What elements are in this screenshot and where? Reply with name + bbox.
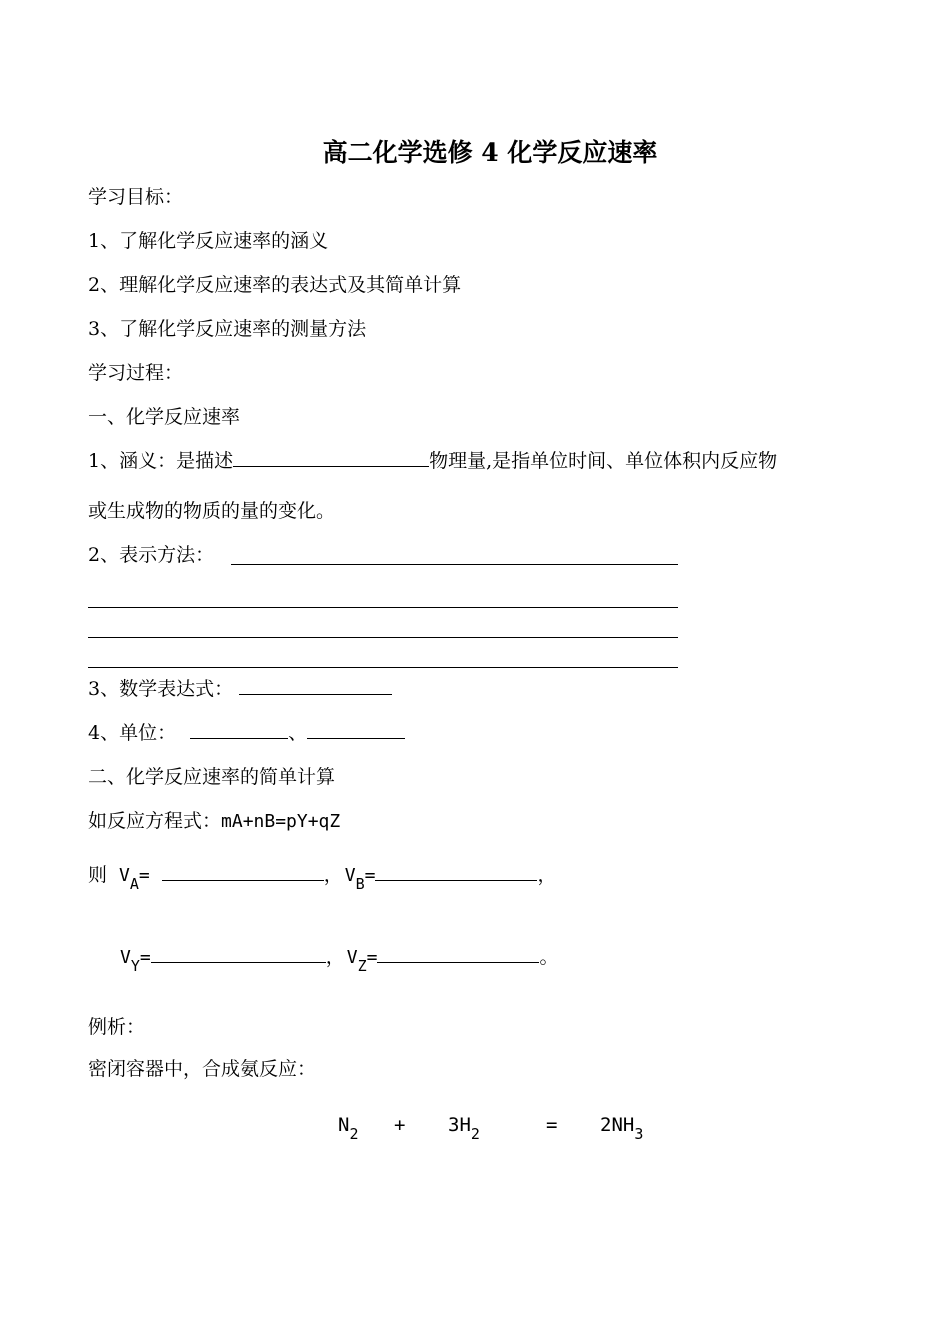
comma-2: ， <box>537 864 557 886</box>
chem-nh3-subscript: 3 <box>634 1125 644 1143</box>
process-heading: 学习过程： <box>88 362 184 384</box>
va-symbol: V <box>119 865 130 886</box>
comma-3: ， <box>325 946 345 968</box>
vy-symbol: V <box>120 947 131 968</box>
definition-continuation: 或生成物的物质的量的变化。 <box>88 500 336 522</box>
vb-equals: = <box>364 865 376 886</box>
representation-blank-4 <box>88 667 678 668</box>
vz-blank <box>377 944 539 963</box>
expression-blank <box>239 676 392 695</box>
chem-plus: + <box>394 1114 406 1136</box>
chem-n2-subscript: 2 <box>349 1125 359 1143</box>
example-text: 密闭容器中，合成氨反应： <box>88 1058 317 1080</box>
goal-item-2: 2、理解化学反应速率的表达式及其简单计算 <box>88 274 462 296</box>
equation-line <box>88 808 340 835</box>
goal-item-3: 3、了解化学反应速率的测量方法 <box>88 318 367 340</box>
vy-equals: = <box>139 947 151 968</box>
vz-symbol: V <box>346 947 358 968</box>
vb-subscript: B <box>355 875 365 893</box>
period: 。 <box>539 946 559 968</box>
va-equals: = <box>138 865 150 886</box>
vb-blank <box>375 862 537 881</box>
unit-separator: 、 <box>288 722 308 744</box>
representation-blank-1 <box>231 564 678 565</box>
comma-1: ， <box>323 864 343 886</box>
example-heading: 例析： <box>88 1016 146 1038</box>
unit-blank-1 <box>190 720 288 739</box>
representation-label: 2、表示方法： <box>88 544 215 566</box>
goal-item-1: 1、了解化学反应速率的涵义 <box>88 230 329 252</box>
expression-label: 3、数学表达式： <box>88 678 234 700</box>
then-label: 则 <box>88 864 108 886</box>
chem-equals: = <box>546 1114 558 1136</box>
equation-text: mA+nB=pY+qZ <box>221 811 341 832</box>
representation-blank-2 <box>88 607 678 608</box>
equation-label: 如反应方程式： <box>88 810 222 832</box>
section-2-heading: 二、化学反应速率的简单计算 <box>88 766 336 788</box>
unit-label: 4、单位： <box>88 722 177 744</box>
unit-line <box>88 720 405 746</box>
chem-h2-subscript: 2 <box>470 1125 480 1143</box>
vz-equals: = <box>366 947 378 968</box>
page-title: 高二化学选修 4 化学反应速率 <box>322 138 658 167</box>
chem-h2: $3H_2$ <box>448 1114 480 1143</box>
chem-n2: $N_2$ <box>338 1114 359 1143</box>
vz-subscript: Z <box>357 957 367 975</box>
vy-subscript: Y <box>130 957 140 975</box>
chem-nh3: $2NH_3$ <box>600 1114 644 1143</box>
definition-line <box>88 448 777 474</box>
definition-blank <box>233 448 429 467</box>
vb-symbol: V <box>344 865 356 886</box>
unit-blank-2 <box>307 720 405 739</box>
rate-line-1 <box>88 862 557 893</box>
section-1-heading: 一、化学反应速率 <box>88 406 241 428</box>
definition-suffix: 物理量,是指单位时间、单位体积内反应物 <box>429 450 778 472</box>
vy-blank <box>151 944 326 963</box>
definition-prefix: 1、涵义：是描述 <box>88 450 234 472</box>
representation-blank-3 <box>88 637 678 638</box>
goals-heading: 学习目标： <box>88 186 184 208</box>
expression-line <box>88 676 392 702</box>
rate-line-2 <box>120 944 559 975</box>
va-blank <box>162 862 324 881</box>
va-subscript: A <box>129 875 139 893</box>
